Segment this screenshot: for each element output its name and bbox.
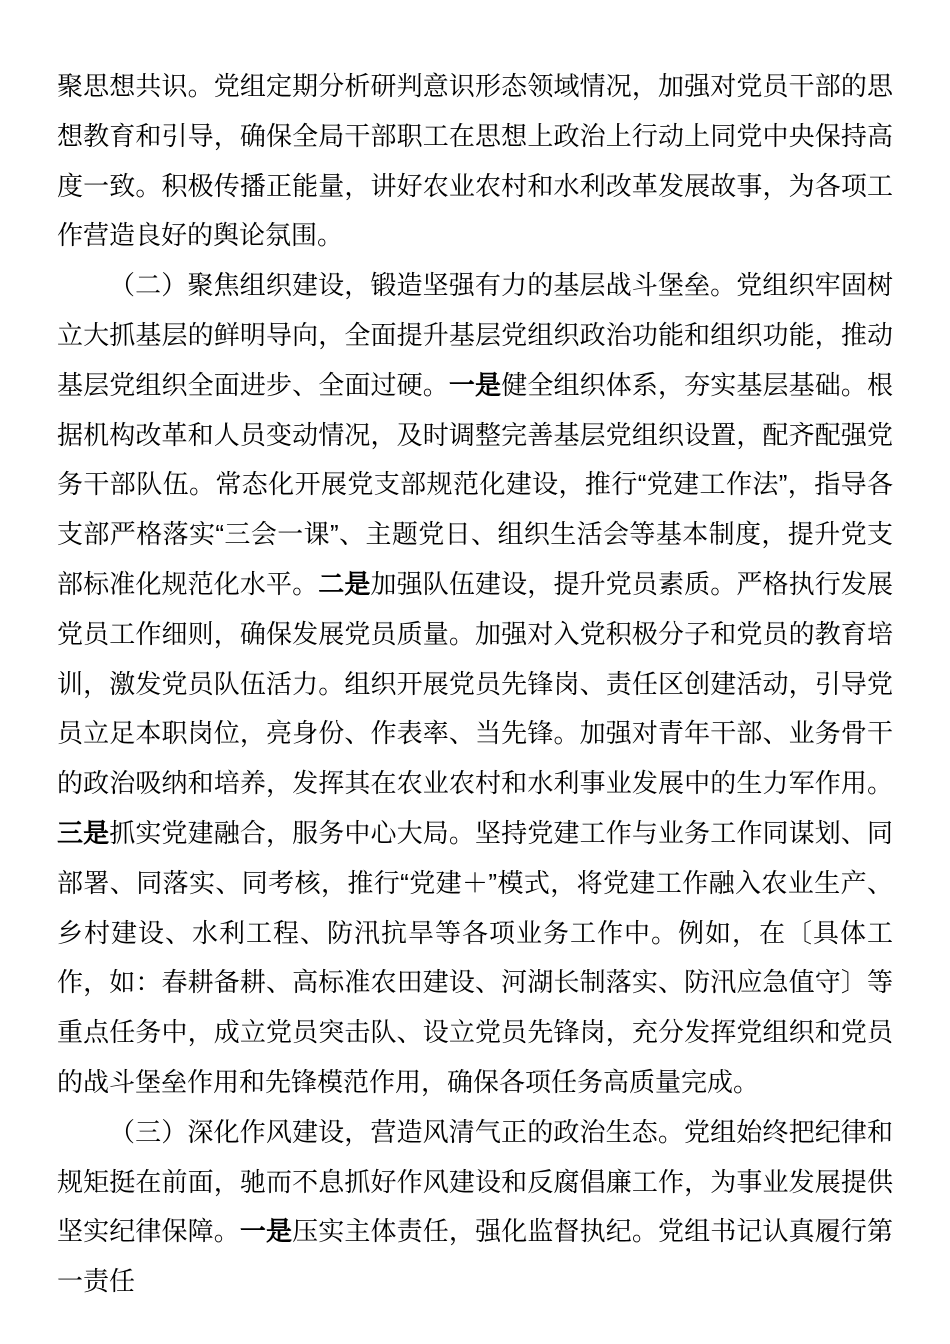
text-run: 压实主体责任，强化监督执纪。党组书记认真履行第一责任 (57, 1216, 893, 1297)
text-run: （三）深化作风建设，营造风清气正的政治生态。党组始终把纪律和规矩挺在前面，驰而不息抓好作风建设和反腐倡廉工作，为事业发展提供坚实纪律保障。 (57, 1116, 893, 1247)
emphasis-text-run: 一是 (448, 369, 502, 400)
paragraph (57, 1108, 893, 1307)
emphasis-text-run: 三是 (57, 817, 110, 848)
document-text-body (57, 62, 893, 1307)
emphasis-text-run: 二是 (318, 568, 371, 599)
paragraph (57, 261, 893, 1108)
text-run: 健全组织体系，夯实基层基础。根据机构改革和人员变动情况，及时调整完善基层党组织设置，配齐配强党务干部队伍。常态化开展党支部规范化建设，推行“党建工作法”，指导各支部严格落实“三会一课”、主题党日、组织生活会等基本制度，提升党支部标准化规范化水平。 (57, 369, 893, 599)
text-run: 抓实党建融合，服务中心大局。坚持党建工作与业务工作同谋划、同部署、同落实、同考核，推行“党建＋”模式，将党建工作融入农业生产、乡村建设、水利工程、防汛抗旱等各项业务工作中。例如，在〔具体工作，如：春耕备耕、高标准农田建设、河湖长制落实、防汛应急值守〕等重点任务中，成立党员突击队、设立党员先锋岗，充分发挥党组织和党员的战斗堡垒作用和先锋模范作用，确保各项任务高质量完成。 (57, 817, 893, 1097)
emphasis-text-run: 一是 (239, 1216, 293, 1247)
text-run: （二）聚焦组织建设，锻造坚强有力的基层战斗堡垒。党组织牢固树立大抓基层的鲜明导向，全面提升基层党组织政治功能和组织功能，推动基层党组织全面进步、全面过硬。 (57, 270, 893, 400)
text-run: 聚思想共识。党组定期分析研判意识形态领域情况，加强对党员干部的思想教育和引导，确保全局干部职工在思想上政治上行动上同党中央保持高度一致。积极传播正能量，讲好农业农村和水利改革发展故事，为各项工作营造良好的舆论氛围。 (57, 71, 893, 251)
text-run: 加强队伍建设，提升党员素质。严格执行发展党员工作细则，确保发展党员质量。加强对入党积极分子和党员的教育培训，激发党员队伍活力。组织开展党员先锋岗、责任区创建活动，引导党员立足本职岗位，亮身份、作表率、当先锋。加强对青年干部、业务骨干的政治吸纳和培养，发挥其在农业农村和水利事业发展中的生力军作用。 (57, 568, 893, 799)
paragraph (57, 62, 893, 261)
